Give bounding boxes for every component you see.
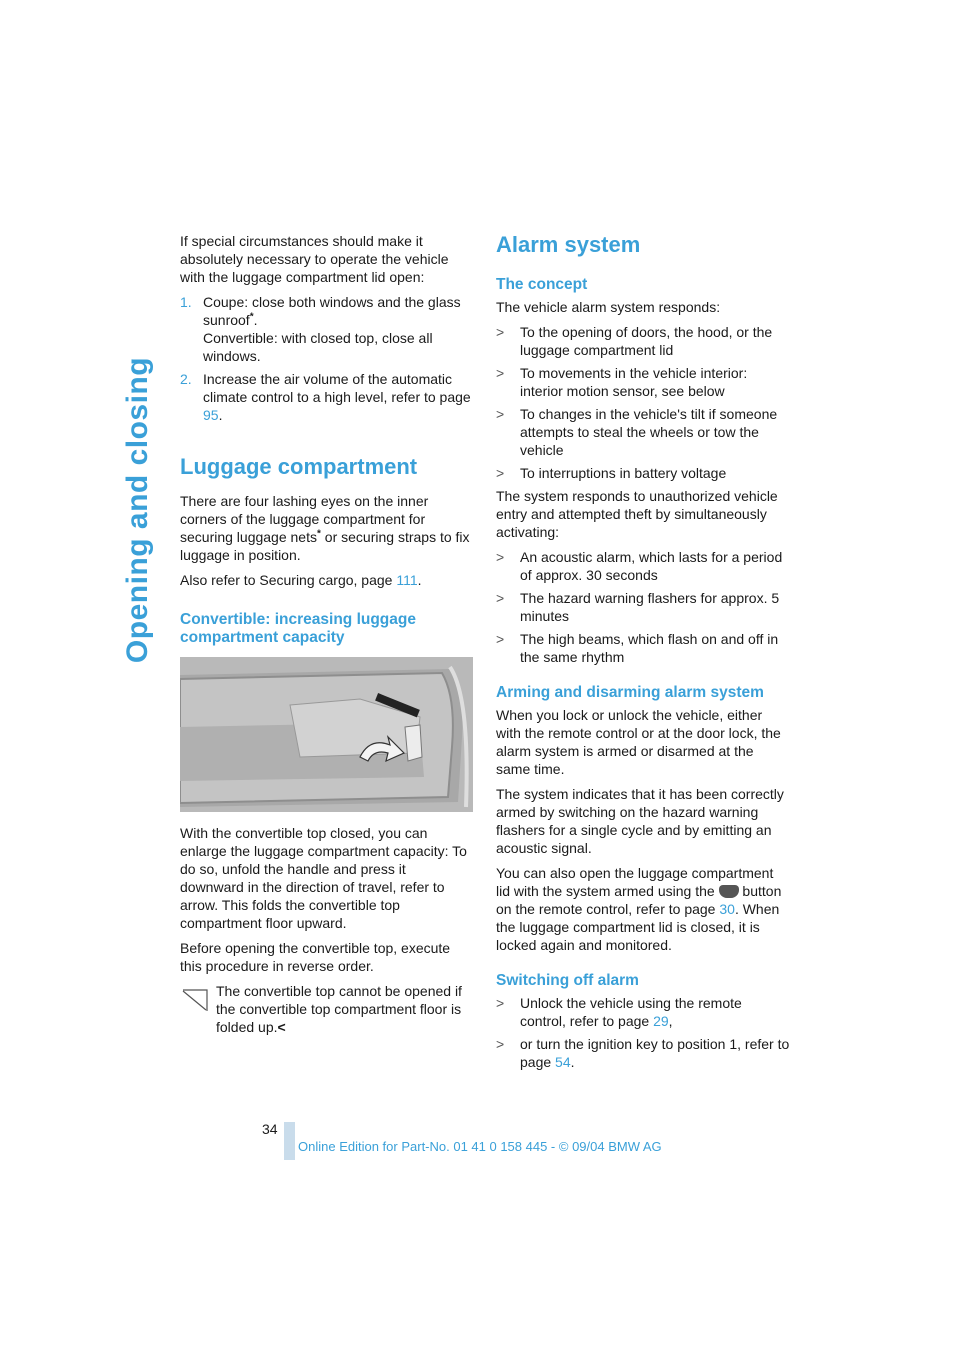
caution-note [180,982,472,1036]
note-text: The convertible top cannot be opened if the convertible top compartment floor is folded up. [216,983,462,1035]
list-item-text: The high beams, which flash on and off in the same rhythm [520,631,779,665]
footer-bar [284,1122,295,1160]
list-item [496,1035,790,1071]
subsection-heading-switch-off: Switching off alarm [496,972,639,989]
luggage-compartment-illustration [180,657,473,812]
arming-paragraph-1: When you lock or unlock the vehicle, either with the remote control or at the door lock, the alarm system is armed or disarmed at the same time. [496,707,781,777]
list-item-text: To the opening of doors, the hood, or the luggage compartment lid [520,324,773,358]
luggage-compartment-drawing [180,657,473,812]
list-item [496,364,790,400]
numbered-step-1: 1. Coupe: close both windows and the glass sunroof*. Convertible: with closed top, close all windows. [180,294,461,364]
list-item [496,548,790,584]
footer-edition: Online Edition for Part-No. 01 41 0 158 445 - © 09/04 BMW AG [298,1139,662,1154]
list-item [496,464,790,482]
concept-paragraph: The vehicle alarm system responds: [496,299,721,315]
list-item [496,405,790,459]
arming-paragraph-3 [496,864,790,954]
list-item-text: or turn the ignition key to position 1, refer to page [520,1036,790,1070]
page-link[interactable]: 95 [203,407,219,423]
chapter-title [118,230,158,790]
bullet-marker: > [496,631,505,647]
page-link[interactable]: 111 [396,572,418,588]
punctuation: , [668,1013,673,1029]
list-item [496,323,790,359]
list-item-text: Unlock the vehicle using the remote control, refer to page [520,995,742,1029]
bullet-marker: > [496,365,505,381]
securing-cargo-text: Also refer to Securing cargo, page [180,572,397,588]
bullet-marker: > [496,1036,505,1052]
list-item-text: An acoustic alarm, which lasts for a period of approx. 30 seconds [520,549,783,583]
intro-paragraph: If special circumstances should make it absolutely necessary to operate the vehicle with the luggage compartment lid open: [180,233,449,285]
punctuation: . [570,1054,575,1070]
numbered-step-2: 2. Increase the air volume of the automatic climate control to a high level, refer to page 95. [180,371,471,423]
note-icon [182,988,208,1012]
step-text: Increase the air volume of the automatic climate control to a high level, refer to page [203,371,471,405]
chapter-title-text: Opening and closing [121,356,154,664]
bullet-marker: > [496,465,505,481]
list-item-text: The hazard warning flashers for approx. 5 minutes [520,590,780,624]
arming-text: You can also open the luggage compartment lid with the system armed using the [496,865,774,899]
bullet-marker: > [496,549,505,565]
subsection-heading-arming: Arming and disarming alarm system [496,684,764,701]
arming-text: button on the remote control, refer to page [496,883,782,917]
page-link[interactable]: 29 [653,1013,669,1029]
left-column [180,232,472,1036]
list-item [496,994,790,1030]
step-number: 1. [180,294,192,310]
page-number: 34 [262,1121,278,1137]
step-text: Coupe: close both windows and the glass sunroof [203,294,461,328]
bullet-marker: > [496,324,505,340]
bullet-marker: > [496,590,505,606]
list-item-text: To interruptions in battery voltage [520,465,727,481]
luggage-text: or securing straps to fix luggage in position. [180,529,470,563]
securing-cargo-paragraph: Also refer to Securing cargo, page 111. [180,572,422,588]
section-heading-luggage: Luggage compartment [180,454,418,479]
bullet-marker: > [496,995,505,1011]
arming-text: . When the luggage compartment lid is closed, it is locked again and monitored. [496,901,780,953]
step-text: Convertible: with closed top, close all windows. [203,330,433,364]
luggage-text: There are four lashing eyes on the inner corners of the luggage compartment for securing luggage nets [180,493,429,545]
convertible-paragraph-2: Before opening the convertible top, execute this procedure in reverse order. [180,940,451,974]
asterisk-mark: * [249,311,254,323]
subsection-heading-concept: The concept [496,276,588,293]
list-item-text: To movements in the vehicle interior: interior motion sensor, see below [520,365,748,399]
page-link[interactable]: 30 [719,901,735,917]
subsection-heading-convertible: Convertible: increasing luggage compartment capacity [180,611,416,646]
list-item-text: To changes in the vehicle's tilt if someone attempts to steal the wheels or tow the vehicle [520,406,778,458]
list-item [496,630,790,666]
bullet-marker: > [496,406,505,422]
asterisk-mark: * [317,528,321,540]
responds-paragraph: The system responds to unauthorized vehicle entry and attempted theft by simultaneously activating: [496,488,778,540]
section-heading-alarm: Alarm system [496,232,641,257]
convertible-paragraph-1: With the convertible top closed, you can enlarge the luggage compartment capacity: To do so, unfold the handle and press it downward in the direction of travel, refer to arrow. This folds the convertible top compartment floor upward. [180,825,467,931]
arming-paragraph-2: The system indicates that it has been correctly armed by switching on the hazard warning flashers for a single cycle and by emitting an acoustic signal. [496,786,784,856]
luggage-paragraph [180,492,472,564]
step-number: 2. [180,371,192,387]
page-link[interactable]: 54 [555,1054,571,1070]
right-column [496,232,790,1076]
trunk-button-icon [719,885,739,898]
list-item [496,589,790,625]
end-mark: < [277,1019,286,1035]
